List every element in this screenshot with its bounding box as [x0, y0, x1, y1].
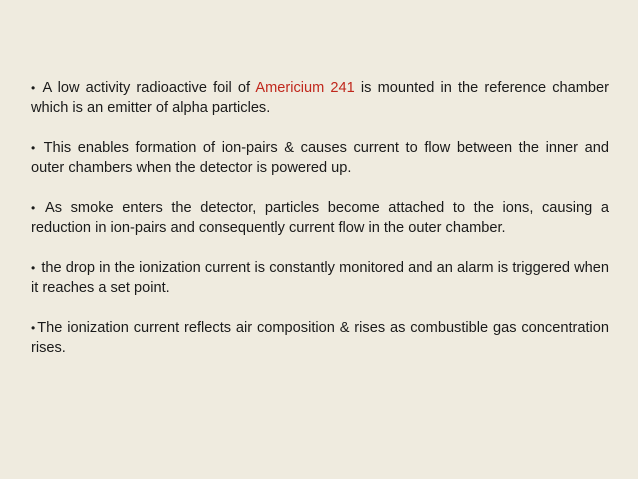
paragraph-3-text: As smoke enters the detector, particles become attached to the ions, causing a reduction in ion-pairs and consequently current flow in the outer chamber. — [31, 200, 609, 236]
paragraph-4-text: the drop in the ionization current is constantly monitored and an alarm is triggered when it reaches a set point. — [31, 260, 609, 296]
bullet-paragraph-5 — [31, 318, 609, 358]
bullet-paragraph-1 — [31, 78, 609, 118]
bullet-icon: • — [31, 261, 36, 275]
bullet-icon: • — [31, 81, 36, 95]
bullet-icon: • — [31, 201, 36, 215]
paragraph-2-text: This enables formation of ion-pairs & causes current to flow between the inner and outer chambers when the detector is powered up. — [31, 140, 609, 176]
paragraph-5-text: The ionization current reflects air composition & rises as combustible gas concentration rises. — [31, 320, 609, 356]
slide-body — [31, 78, 609, 378]
bullet-paragraph-3 — [31, 198, 609, 238]
bullet-icon: • — [31, 321, 36, 335]
americium-highlight: Americium 241 — [255, 80, 355, 96]
bullet-paragraph-4 — [31, 258, 609, 298]
paragraph-1-text-after: is mounted in the reference chamber which is an emitter of alpha particles. — [31, 80, 609, 116]
paragraph-1-text-before: A low activity radioactive foil of — [42, 80, 256, 96]
bullet-icon: • — [31, 141, 36, 155]
bullet-paragraph-2 — [31, 138, 609, 178]
